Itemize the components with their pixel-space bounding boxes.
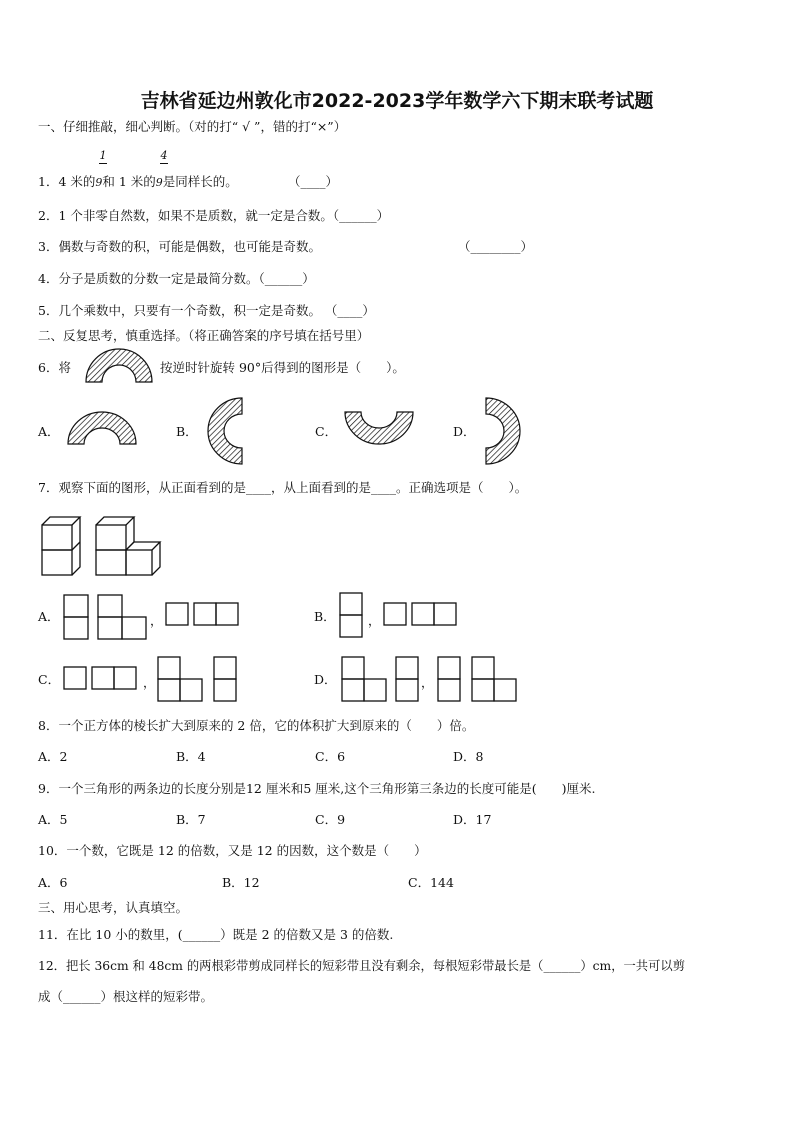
q10-option-c[interactable]: C．144 <box>408 875 454 890</box>
q6-prefix: 6．将 <box>38 360 71 375</box>
q1-fraction-2 <box>160 150 168 165</box>
question-11: 11．在比 10 小的数里，(______）既是 2 的倍数又是 3 的倍数. <box>38 927 394 942</box>
q1-frac1-numerator: 1 <box>99 149 107 162</box>
q7-option-b-views[interactable] <box>338 591 463 641</box>
question-12-line-2: 成（______）根这样的短彩带。 <box>38 989 214 1004</box>
question-1 <box>38 173 238 192</box>
q7-option-d-label[interactable]: D． <box>314 672 337 687</box>
question-10: 10．一个数，它既是 12 的倍数，又是 12 的因数，这个数是（ ） <box>38 843 427 858</box>
q1-fraction-1 <box>99 150 107 165</box>
question-5: 5．几个乘数中，只要有一个奇数，积一定是奇数。 （____） <box>38 303 375 318</box>
question-8: 8．一个正方体的棱长扩大到原来的 2 倍，它的体积扩大到原来的（ ）倍。 <box>38 718 475 733</box>
q6-stem: 按逆时针旋转 90°后得到的图形是（ ）。 <box>160 360 405 375</box>
q1-text-a: 1．4 米的 <box>38 174 96 189</box>
q6-option-c-label[interactable]: C． <box>315 424 338 439</box>
q7-option-b-label[interactable]: B． <box>314 609 336 624</box>
q7-option-b-comma: ， <box>368 613 381 628</box>
section-3-heading: 三、用心思考，认真填空。 <box>38 900 189 915</box>
section-1-heading: 一、仔细推敲，细心判断。（对的打“ √ ”，错的打“×”） <box>38 119 347 134</box>
question-4: 4．分子是质数的分数一定是最简分数。（______） <box>38 271 315 286</box>
q8-option-a[interactable]: A．2 <box>38 749 68 764</box>
q9-option-c[interactable]: C．9 <box>315 812 346 827</box>
q6-option-c-shape[interactable] <box>343 410 415 446</box>
question-3: 3．偶数与奇数的积，可能是偶数，也可能是奇数。 <box>38 239 321 254</box>
q7-option-d-comma: ， <box>421 675 434 690</box>
q9-option-a[interactable]: A．5 <box>38 812 68 827</box>
q3-answer-blank[interactable]: （________） <box>458 239 534 254</box>
q1-frac1-denominator: 9 <box>95 176 103 189</box>
q1-frac2-denominator: 9 <box>155 176 163 189</box>
question-2: 2．1 个非零自然数，如果不是质数，就一定是合数。（______） <box>38 208 390 223</box>
q7-option-c-comma: ， <box>143 675 156 690</box>
q6-option-b-shape[interactable] <box>204 396 244 466</box>
q8-option-c[interactable]: C．6 <box>315 749 346 764</box>
question-7: 7．观察下面的图形，从正面看到的是____，从上面看到的是____。正确选项是（ ）。 <box>38 480 528 495</box>
q10-option-a[interactable]: A．6 <box>38 875 68 890</box>
question-9: 9．一个三角形的两条边的长度分别是12 厘米和5 厘米,这个三角形第三条边的长度可能是( )厘米. <box>38 781 596 796</box>
q6-option-a-label[interactable]: A． <box>38 424 60 439</box>
q8-option-d[interactable]: D．8 <box>453 749 484 764</box>
q7-option-c-label[interactable]: C． <box>38 672 61 687</box>
q9-option-b[interactable]: B．7 <box>176 812 206 827</box>
q7-option-a-label[interactable]: A． <box>38 609 60 624</box>
q6-option-b-label[interactable]: B． <box>176 424 198 439</box>
q6-option-d-label[interactable]: D． <box>453 424 476 439</box>
q7-option-a-comma: ， <box>150 613 163 628</box>
q9-option-d[interactable]: D．17 <box>453 812 492 827</box>
page-title: 吉林省延边州敦化市2022-2023学年数学六下期末联考试题 <box>140 90 654 112</box>
section-2-heading: 二、反复思考，慎重选择。（将正确答案的序号填在括号里） <box>38 328 370 343</box>
q1-frac2-numerator: 4 <box>160 149 168 162</box>
q6-option-d-shape[interactable] <box>484 396 524 466</box>
q1-text-b: 和 1 米的 <box>102 174 156 189</box>
q10-option-b[interactable]: B．12 <box>222 875 260 890</box>
q6-option-a-shape[interactable] <box>66 410 138 446</box>
q6-original-arch <box>84 346 154 386</box>
q8-option-b[interactable]: B．4 <box>176 749 206 764</box>
question-12-line-1: 12．把长 36cm 和 48cm 的两根彩带剪成同样长的短彩带且没有剩余，每根短彩带最长是（______）cm，一共可以剪 <box>38 959 685 973</box>
q1-answer-blank[interactable]: （____） <box>288 174 339 189</box>
q7-cube-figures <box>40 509 170 579</box>
q1-text-c: 是同样长的。 <box>162 174 238 189</box>
